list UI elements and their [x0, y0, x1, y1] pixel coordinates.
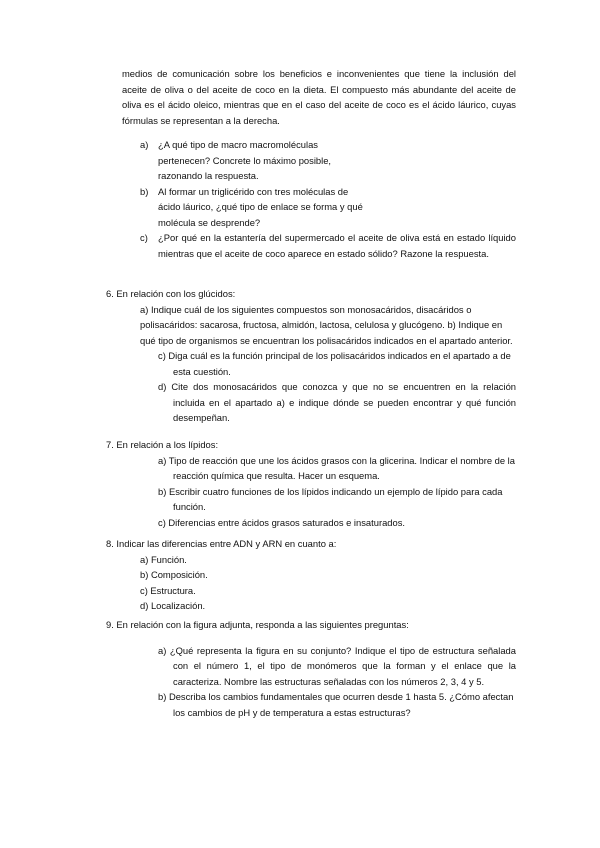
item-text: ¿Por qué en la estantería del supermercado el aceite de oliva está en estado líquido mientras que el aceite de coco aparece en estado sólido? Razone la respuesta.: [158, 232, 516, 259]
question-heading: 8. Indicar las diferencias entre ADN y ARN en cuanto a:: [106, 538, 337, 549]
question-7-items: [140, 453, 516, 531]
item-text: Al formar un triglicérido con tres moléculas de ácido láurico, ¿qué tipo de enlace se forma y qué molécula se desprende?: [158, 185, 363, 228]
question-7: [106, 437, 516, 530]
question-7-item-a: [140, 453, 516, 484]
item-text: b) Composición.: [140, 569, 208, 580]
intro-item-c: [140, 230, 516, 261]
question-heading: 6. En relación con los glúcidos:: [106, 288, 236, 299]
intro-question-list: [140, 137, 516, 261]
item-text: a) Indique cuál de los siguientes compuestos son monosacáridos, disacáridos o polisacáridos: sacarosa, fructosa, almidón, lactosa, celulosa y glucógeno. b) Indique en qué tipo de organismos se encuentran los polisacáridos indicados en el apartado anterior.: [140, 303, 513, 346]
question-7-item-c: [140, 515, 516, 531]
item-text: b) Describa los cambios fundamentales que ocurren desde 1 hasta 5. ¿Cómo afectan los cambios de pH y de temperatura a estas estructuras?: [158, 691, 514, 718]
question-8-item-c: [140, 583, 516, 599]
intro-item-a: [140, 137, 516, 184]
intro-paragraph: medios de comunicación sobre los beneficios e inconvenientes que tiene la inclusión del aceite de oliva o del aceite de coco en la dieta. El compuesto más abundante del aceite de oliva es el ácido oleico, mientras que en el caso del aceite de coco es el ácido láurico, cuyas fórmulas se representan a la derecha.: [122, 68, 516, 126]
intro-item-b: [140, 184, 516, 231]
item-text: a) ¿Qué representa la figura en su conjunto? Indique el tipo de estructura señalada con el número 1, el tipo de monómeros que la forman y el enlace que la caracteriza. Nombre las estructuras señaladas con los números 2, 3, 4 y 5.: [158, 644, 516, 687]
question-8-item-b: [140, 567, 516, 583]
item-text: c) Diga cuál es la función principal de los polisacáridos indicados en el apartado a de esta cuestión.: [158, 350, 511, 377]
question-9: [106, 617, 516, 720]
item-text: ¿A qué tipo de macro macromoléculas pertenecen? Concrete lo máximo posible, razonando la respuesta.: [158, 139, 332, 181]
question-8: [106, 536, 516, 614]
question-6: [106, 286, 516, 426]
item-text: a) Función.: [140, 553, 187, 565]
item-label: b): [140, 185, 149, 197]
question-heading: 7. En relación a los lípidos:: [106, 439, 219, 450]
question-9-item-a: [140, 643, 516, 690]
item-text: d) Cite dos monosacáridos que conozca y que no se encuentren en la relación incluida en el apartado a) e indique dónde se pueden encontrar y qué función desempeñan.: [158, 381, 516, 423]
question-6-items: [140, 302, 516, 426]
question-8-item-a: [140, 552, 516, 568]
item-text: c) Estructura.: [140, 584, 196, 596]
question-6-item-a: [140, 302, 516, 349]
item-text: b) Escribir cuatro funciones de los lípidos indicando un ejemplo de lípido para cada función.: [158, 485, 503, 512]
item-text: a) Tipo de reacción que une los ácidos grasos con la glicerina. Indicar el nombre de la reacción química que resulta. Hacer un esquema.: [158, 454, 515, 481]
item-label: a): [140, 139, 149, 150]
question-9-items: [140, 643, 516, 721]
question-6-item-d: [140, 379, 516, 426]
item-label: c): [140, 232, 148, 243]
question-8-items: [140, 552, 516, 614]
item-text: d) Localización.: [140, 600, 206, 611]
question-8-item-d: [140, 598, 516, 614]
item-text: c) Diferencias entre ácidos grasos saturados e insaturados.: [158, 516, 406, 528]
question-7-item-b: [140, 484, 516, 515]
question-6-item-c: [140, 348, 516, 379]
question-9-item-b: [140, 689, 516, 720]
question-heading: 9. En relación con la figura adjunta, responda a las siguientes preguntas:: [106, 619, 409, 630]
